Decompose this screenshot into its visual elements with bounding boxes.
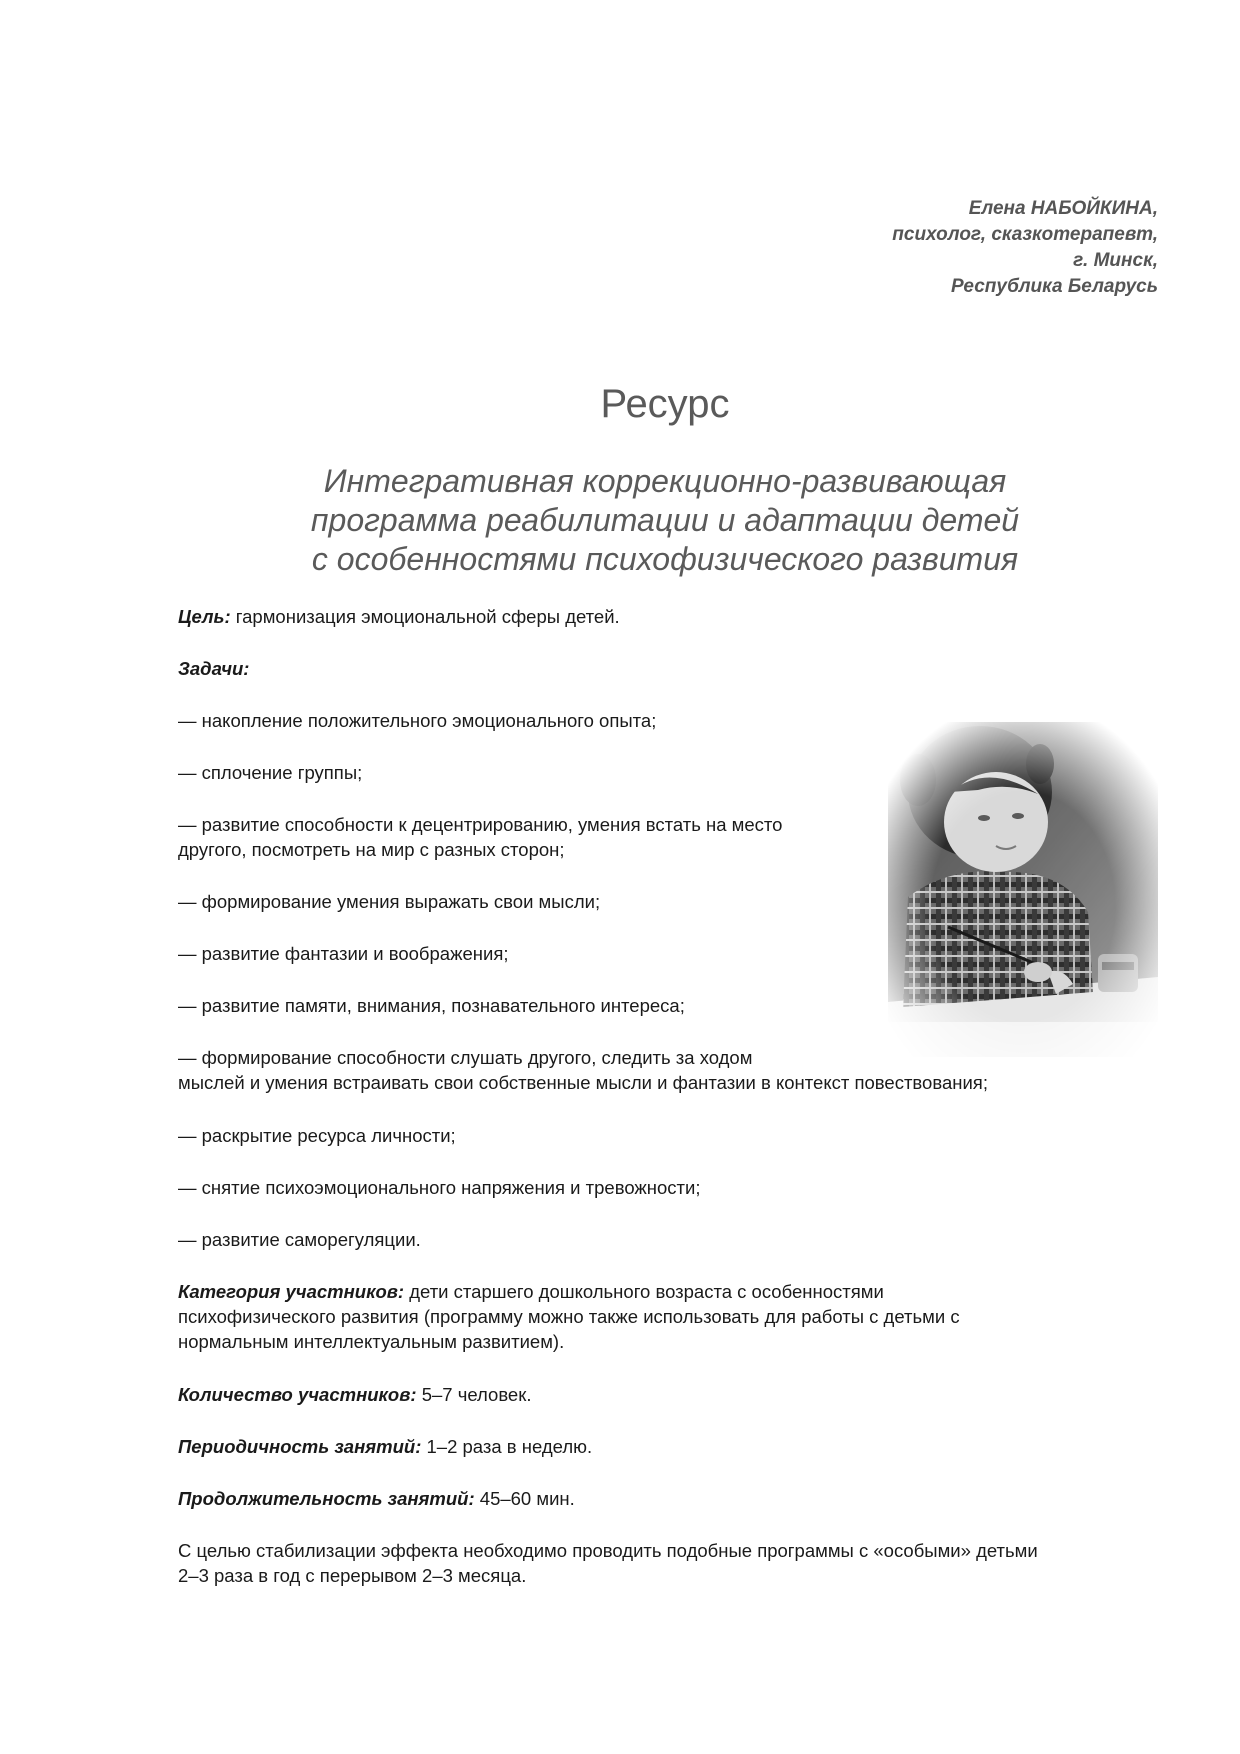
author-country: Республика Беларусь	[950, 276, 1158, 297]
task-item: — формирование способности слушать другого, следить за ходом мыслей и умения встраивать свои собственные мысли и фантазии в контекст повествования;	[178, 1047, 988, 1093]
subtitle-line: с особенностями психофизического развития	[311, 541, 1019, 577]
author-name: Елена НАБОЙКИНА,	[968, 198, 1158, 219]
task-item: — развитие памяти, внимания, познавательного интереса;	[178, 995, 685, 1016]
task-item: — снятие психоэмоционального напряжения и тревожности;	[178, 1177, 701, 1198]
author-role: психолог, сказкотерапевт,	[892, 224, 1158, 245]
subtitle-line: Интегративная коррекционно-развивающая	[323, 463, 1007, 499]
task-item: — накопление положительного эмоционального опыта;	[178, 710, 657, 731]
goal-paragraph	[178, 604, 1168, 629]
task-item: — сплочение группы;	[178, 762, 363, 783]
task-item: — развитие саморегуляции.	[178, 1229, 421, 1250]
goal-label: Цель:	[178, 606, 231, 627]
subtitle-line: программа реабилитации и адаптации детей	[310, 502, 1020, 538]
category-label: Категория участников:	[178, 1281, 405, 1302]
author-block	[638, 196, 1158, 300]
task-item: — формирование умения выражать свои мысли;	[178, 891, 601, 912]
frequency-paragraph: Периодичность занятий: 1–2 раза в неделю.	[178, 1436, 593, 1457]
duration-label: Продолжительность занятий:	[178, 1488, 475, 1509]
task-item: — раскрытие ресурса личности;	[178, 1125, 456, 1146]
count-label: Количество участников:	[178, 1384, 417, 1405]
page-title: Ресурс	[600, 382, 730, 426]
duration-paragraph: Продолжительность занятий: 45–60 мин.	[178, 1488, 575, 1509]
category-paragraph: Категория участников: дети старшего дошкольного возраста с особенностями психофизического развития (программу можно также использовать для работы с детьми с нормальным интеллектуальным развитием).	[178, 1281, 960, 1352]
task-item: — развитие фантазии и воображения;	[178, 943, 509, 964]
goal-text: гармонизация эмоциональной сферы детей.	[230, 606, 620, 627]
subtitle	[200, 462, 1130, 579]
child-painting-photo	[888, 722, 1158, 1057]
task-item: — развитие способности к децентрированию, умения встать на место другого, посмотреть на мир с разных сторон;	[178, 814, 783, 860]
conclusion-paragraph: С целью стабилизации эффекта необходимо проводить подобные программы с «особыми» детьми 2–3 раза в год с перерывом 2–3 месяца.	[178, 1540, 1038, 1586]
frequency-label: Периодичность занятий:	[178, 1436, 422, 1457]
count-paragraph: Количество участников: 5–7 человек.	[178, 1384, 532, 1405]
tasks-label: Задачи:	[178, 658, 250, 679]
author-city: г. Минск,	[1073, 250, 1158, 271]
